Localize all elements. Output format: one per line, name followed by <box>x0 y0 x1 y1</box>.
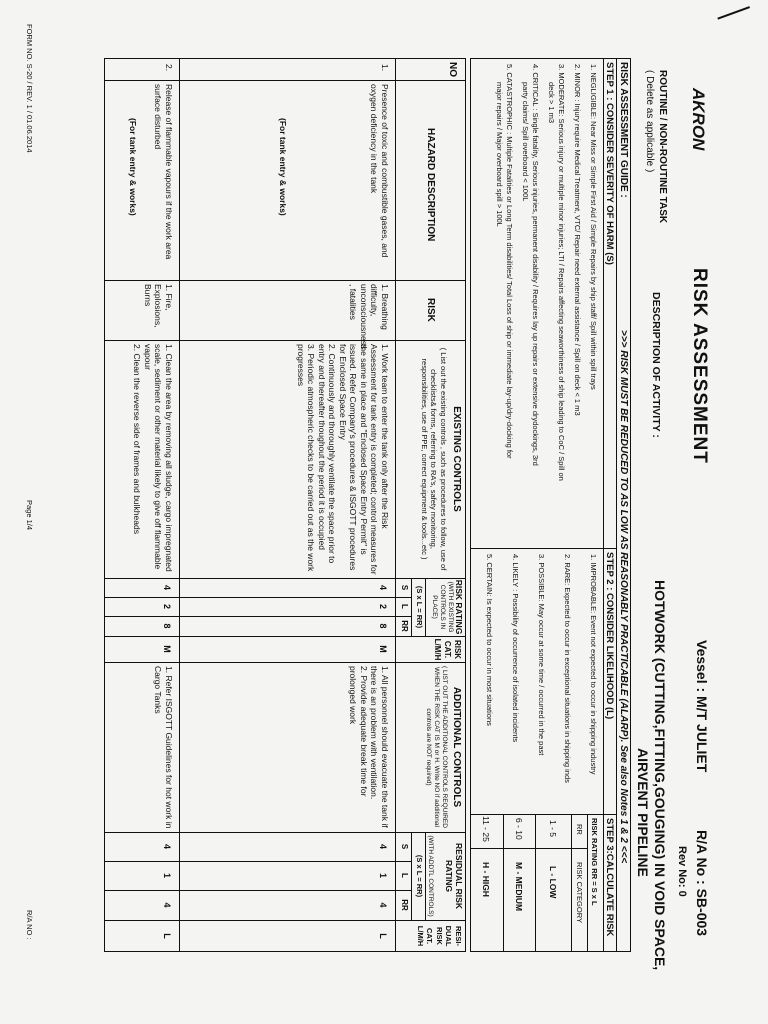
form-number: FORM NO. S-20 / REV. 1 / 01.06.2014 <box>25 24 34 153</box>
col-residual-cat: RESI-DUAL RISK CAT. L/M/H <box>416 925 463 947</box>
severity-1: 1. NEGLIGIBLE: Near Miss or Simple First Aid / Simple Repairs by ship staff/ Spill within spill trays <box>589 64 598 390</box>
row1-rr: 8 <box>378 623 388 629</box>
likelihood-4: 4. LIKELY : Possibility of occurrence of isolated incidents <box>511 554 520 743</box>
row1-res-l: 1 <box>378 872 388 878</box>
severity-4-cont: party claims/ Spill overboard < 100L <box>521 82 530 202</box>
row2-rr: 8 <box>162 623 172 629</box>
row1-s: 4 <box>378 584 388 590</box>
row1-additional-controls: 1. All personnel should evacuate the tank if there is an problem with ventilation. 2. Provide adequate break time for prolonged work <box>348 666 390 828</box>
ra-number: R/A No : SB-003 <box>694 830 710 937</box>
col-res-rr: RR <box>400 899 409 911</box>
risk-rating-formula: RISK RATING RR = S x L <box>590 818 599 906</box>
row1-risk: 1. Breathing difficulty, unconsciousness , fatalities <box>348 284 390 350</box>
row1-hazard: Presence of toxic and combustible gases, and oxygen deficiency in the tank <box>369 84 390 258</box>
vessel-name: Vessel : M/T JULIET <box>694 640 710 773</box>
residual-note: (WITH ADDTL CONTROLS) <box>427 835 434 917</box>
row2-s: 4 <box>162 584 172 590</box>
step3-title: STEP 3:CALCULATE RISK <box>604 818 615 937</box>
col-risk-rating: RISK RATING <box>454 579 464 635</box>
existing-controls-note: ( List out the existing controls , such as procedures to follow, use of checklists& forms, referring to RA's, safety monitoring, responsibilities, use of PPE, correct equipment & tools...etc ) <box>420 347 448 571</box>
row1-risk-cat: M <box>378 645 388 653</box>
likelihood-2: 2. RARE: Expected to occur in exceptional situations in shipping inds <box>563 554 572 783</box>
row2-risk-cat: M <box>162 645 172 653</box>
risk-rating-note: (WITH EXISTING CONTROLS IN PLACE) <box>431 581 454 633</box>
col-residual-risk: RESIDUAL RISK RATING <box>444 843 464 909</box>
rr-range-medium: 6 - 10 <box>514 818 524 840</box>
row1-res-s: 4 <box>378 843 388 849</box>
activity-description-line1: HOTWORK (CUTTING,FITTING,GOUGING) IN VOID SPACE, <box>652 580 668 971</box>
category-medium: M - MEDIUM <box>514 862 524 912</box>
row2-hazard-sub: (For tank entry & works) <box>128 118 138 216</box>
risk-category-header: RISK CATEGORY <box>575 862 584 923</box>
company-name: AKRON <box>689 88 708 151</box>
col-s: S <box>400 584 409 591</box>
rr-column-header: RR <box>575 824 584 835</box>
residual-formula-header: (S x L = RR) <box>415 854 424 898</box>
row2-existing-controls: 1. Clean the area by removing all sludge, cargo impregnated scale, sediment or other material likely to give off flammable vapour 2. Clean the reverse side of frames and bulkheads <box>132 344 174 572</box>
row2-additional-controls: 1. Refer ISGOTT Guidelines for hot work in Cargo Tanks <box>153 666 174 829</box>
row1-res-rr: 4 <box>378 902 388 908</box>
col-l: L <box>400 604 409 609</box>
severity-3: 3. MODERATE: Serious injury or multiple minor injuries; LTI / Repairs affecting seaworthiness of ship leading to CoC / Spill on <box>557 64 566 481</box>
revision-number: Rev No: 0 <box>676 846 688 897</box>
row2-risk: 1. Fire, Explosions, Burns <box>143 284 174 328</box>
activity-description-line2: AIRVENT PIPELINE <box>635 748 651 877</box>
row2-res-s: 4 <box>162 843 172 849</box>
row2-res-rr: 4 <box>162 902 172 908</box>
rr-range-high: 11 - 25 <box>481 816 491 842</box>
row1-existing-controls: 1. Work team to enter the tank only after the Risk Assessment for tank entry is completed; control measures for the same in place and "Enclosed Space Entry Permit" is issued. Refer Company's procedures & ISGOTT procedures for Enclosed Space Entry 2. Continuously and thoroughly ventilate the space prior to entry and thereafter thoughout the period it is occupied 3. Periodic atmospheric checks to be carried out as the work progresses <box>296 344 390 575</box>
pen-mark <box>717 6 750 20</box>
col-risk-cat: RISK CAT. L/M/H <box>433 638 462 661</box>
row2-res-cat: L <box>162 933 172 939</box>
category-low: L - LOW <box>548 866 558 899</box>
rr-range-low: 1 - 5 <box>548 820 558 838</box>
col-additional-controls: ADDITIONAL CONTROLS <box>451 686 462 808</box>
footer-ra-number: R/A NO : <box>25 910 34 940</box>
row1-no: 1. <box>380 64 390 72</box>
row2-l: 2 <box>162 603 172 609</box>
category-high: H - HIGH <box>481 862 491 897</box>
page-number: Page 1/4 <box>25 500 34 531</box>
activity-label: DESCRIPTION OF ACTIVITY : <box>650 292 662 438</box>
likelihood-1: 1. IMPROBABLE: Event not expected to occur in shipping industry <box>589 554 598 775</box>
row2-no: 2. <box>164 64 174 72</box>
task-type: ROUTINE / NON-ROUTINE TASK <box>657 70 668 224</box>
row1-res-cat: L <box>378 933 388 939</box>
row2-hazard: Release of flammable vapours if the work area surface disturbed <box>153 84 174 260</box>
severity-5: 5. CATASTROPHIC : Multiple Fatalities or Long Term disabilities/ Total Loss of ship or immediate lay-up/dry-docking for <box>505 64 514 459</box>
row2-res-l: 1 <box>162 872 172 878</box>
step2-title: STEP 2 : CONSIDER LIKELIHOOD (L) <box>604 552 615 720</box>
col-no: NO <box>447 62 458 77</box>
col-res-s: S <box>400 843 409 850</box>
severity-2: 2. MINOR : Injury require Medical Treatment, VTC/ Repair need external assistance / Spill on deck < 1 m3 <box>573 64 582 416</box>
risk-rating-formula-header: (S x L = RR) <box>415 585 424 629</box>
row1-hazard-sub: (For tank entry & works) <box>278 118 288 216</box>
severity-3-cont: deck > 1 m3 <box>547 82 556 124</box>
severity-4: 4. CRITICAL : Single fatality, Serious injuries, permanent disability / Requires lay up repairs or extensive drydockings, 3rd <box>531 64 540 466</box>
col-risk: RISK <box>425 298 436 322</box>
likelihood-3: 3. POSSIBLE: May occur at some time / occurred in the past <box>537 554 546 756</box>
likelihood-5: 5. CERTAIN: Is expected to occur in most situations <box>485 554 494 726</box>
col-hazard: HAZARD DESCRIPTION <box>425 128 436 242</box>
step1-title: STEP 1 : CONSIDER SEVERITY OF HARM (S) <box>604 62 615 265</box>
guide-title: RISK ASSESSMENT GUIDE : <box>618 62 629 198</box>
row1-l: 2 <box>378 603 388 609</box>
severity-5-cont: major repairs / Major overboard spill > 100L <box>495 82 504 227</box>
document-title: RISK ASSESSMENT <box>689 268 710 464</box>
alarp-banner: >>> RISK MUST BE REDUCED TO AS LOW AS REASONABLY PRACTICABLE (ALARP). See also Notes 1 & 2 <<< <box>618 330 629 864</box>
additional-controls-note: ( LIST OUT THE ADDITIONAL CONTROLS REQUIRED WHEN THE RISK CAT IS M or H. Write NO if additional controls are NOT required) <box>425 666 448 828</box>
task-type-note: ( Delete as applicable ) <box>644 70 655 173</box>
col-res-l: L <box>400 873 409 878</box>
col-existing-controls: EXISTING CONTROLS <box>451 406 462 512</box>
col-rr: RR <box>400 620 409 632</box>
